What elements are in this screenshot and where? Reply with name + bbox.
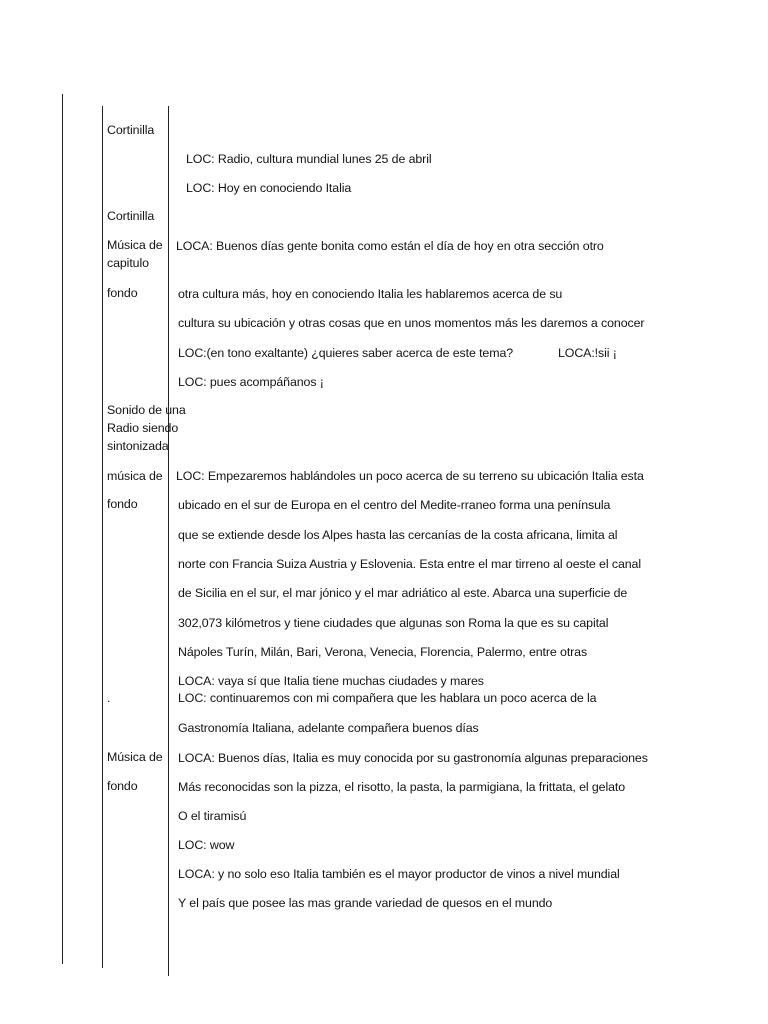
- script-line: LOC: pues acompáñanos ¡: [178, 375, 324, 389]
- script-line: que se extiende desde los Alpes hasta las cercanías de la costa africana, limita al: [178, 528, 618, 542]
- cue-sintonizada: sintonizada: [107, 439, 169, 453]
- cue-musica-de: música de: [107, 469, 163, 483]
- cue-musica-de: Música de: [107, 238, 163, 252]
- script-line: ubicado en el sur de Europa en el centro del Medite-rraneo forma una península: [178, 498, 611, 512]
- cue-musica-de: Música de: [107, 750, 163, 764]
- cue-fondo: fondo: [107, 286, 138, 300]
- cue-radio: Radio siendo: [107, 421, 179, 435]
- script-line: LOCA: y no solo eso Italia también es el mayor productor de vinos a nivel mundial: [178, 867, 620, 881]
- script-line: cultura su ubicación y otras cosas que en unos momentos más les daremos a conocer: [178, 316, 645, 330]
- cue-fondo: fondo: [107, 497, 138, 511]
- script-line: LOCA:!sii ¡: [558, 346, 617, 360]
- cue-cortinilla: Cortinilla: [107, 209, 155, 223]
- script-line: O el tiramisú: [178, 809, 247, 823]
- script-line: otra cultura más, hoy en conociendo Italia les hablaremos acerca de su: [178, 287, 563, 301]
- script-line: Y el país que posee las mas grande variedad de quesos en el mundo: [178, 896, 553, 910]
- script-line: norte con Francia Suiza Austria y Eslovenia. Esta entre el mar tirreno al oeste el canal: [178, 557, 641, 571]
- script-line: LOC: Hoy en conociendo Italia: [186, 181, 352, 195]
- cue-capitulo: capitulo: [107, 256, 149, 270]
- script-line: Gastronomía Italiana, adelante compañera buenos días: [178, 721, 479, 735]
- script-line: LOCA: Buenos días gente bonita como están el día de hoy en otra sección otro: [176, 239, 604, 253]
- script-line: Nápoles Turín, Milán, Bari, Verona, Venecia, Florencia, Palermo, entre otras: [178, 645, 588, 659]
- script-line: LOC: Empezaremos hablándoles un poco acerca de su terreno su ubicación Italia esta: [176, 469, 644, 483]
- cue-fondo: fondo: [107, 779, 138, 793]
- script-line: LOCA: vaya sí que Italia tiene muchas ciudades y mares: [178, 674, 484, 688]
- script-line: LOC: continuaremos con mi compañera que les hablara un poco acerca de la: [178, 691, 597, 705]
- cue-cortinilla: Cortinilla: [107, 123, 155, 137]
- script-line: Más reconocidas son la pizza, el risotto, la pasta, la parmigiana, la frittata, el gelato: [178, 780, 626, 794]
- cue-sonido: Sonido de una: [107, 403, 186, 417]
- script-line: LOC:(en tono exaltante) ¿quieres saber acerca de este tema?: [178, 346, 514, 360]
- script-line: LOC: wow: [178, 838, 235, 852]
- script-line: de Sicilia en el sur, el mar jónico y el mar adriático al este. Abarca una superficie de: [178, 586, 628, 600]
- script-line: LOC: Radio, cultura mundial lunes 25 de abril: [186, 152, 432, 166]
- cue-dot: .: [107, 691, 111, 705]
- script-line: 302,073 kilómetros y tiene ciudades que algunas son Roma la que es su capital: [178, 616, 609, 630]
- script-line: LOCA: Buenos días, Italia es muy conocida por su gastronomía algunas preparaciones: [178, 751, 648, 765]
